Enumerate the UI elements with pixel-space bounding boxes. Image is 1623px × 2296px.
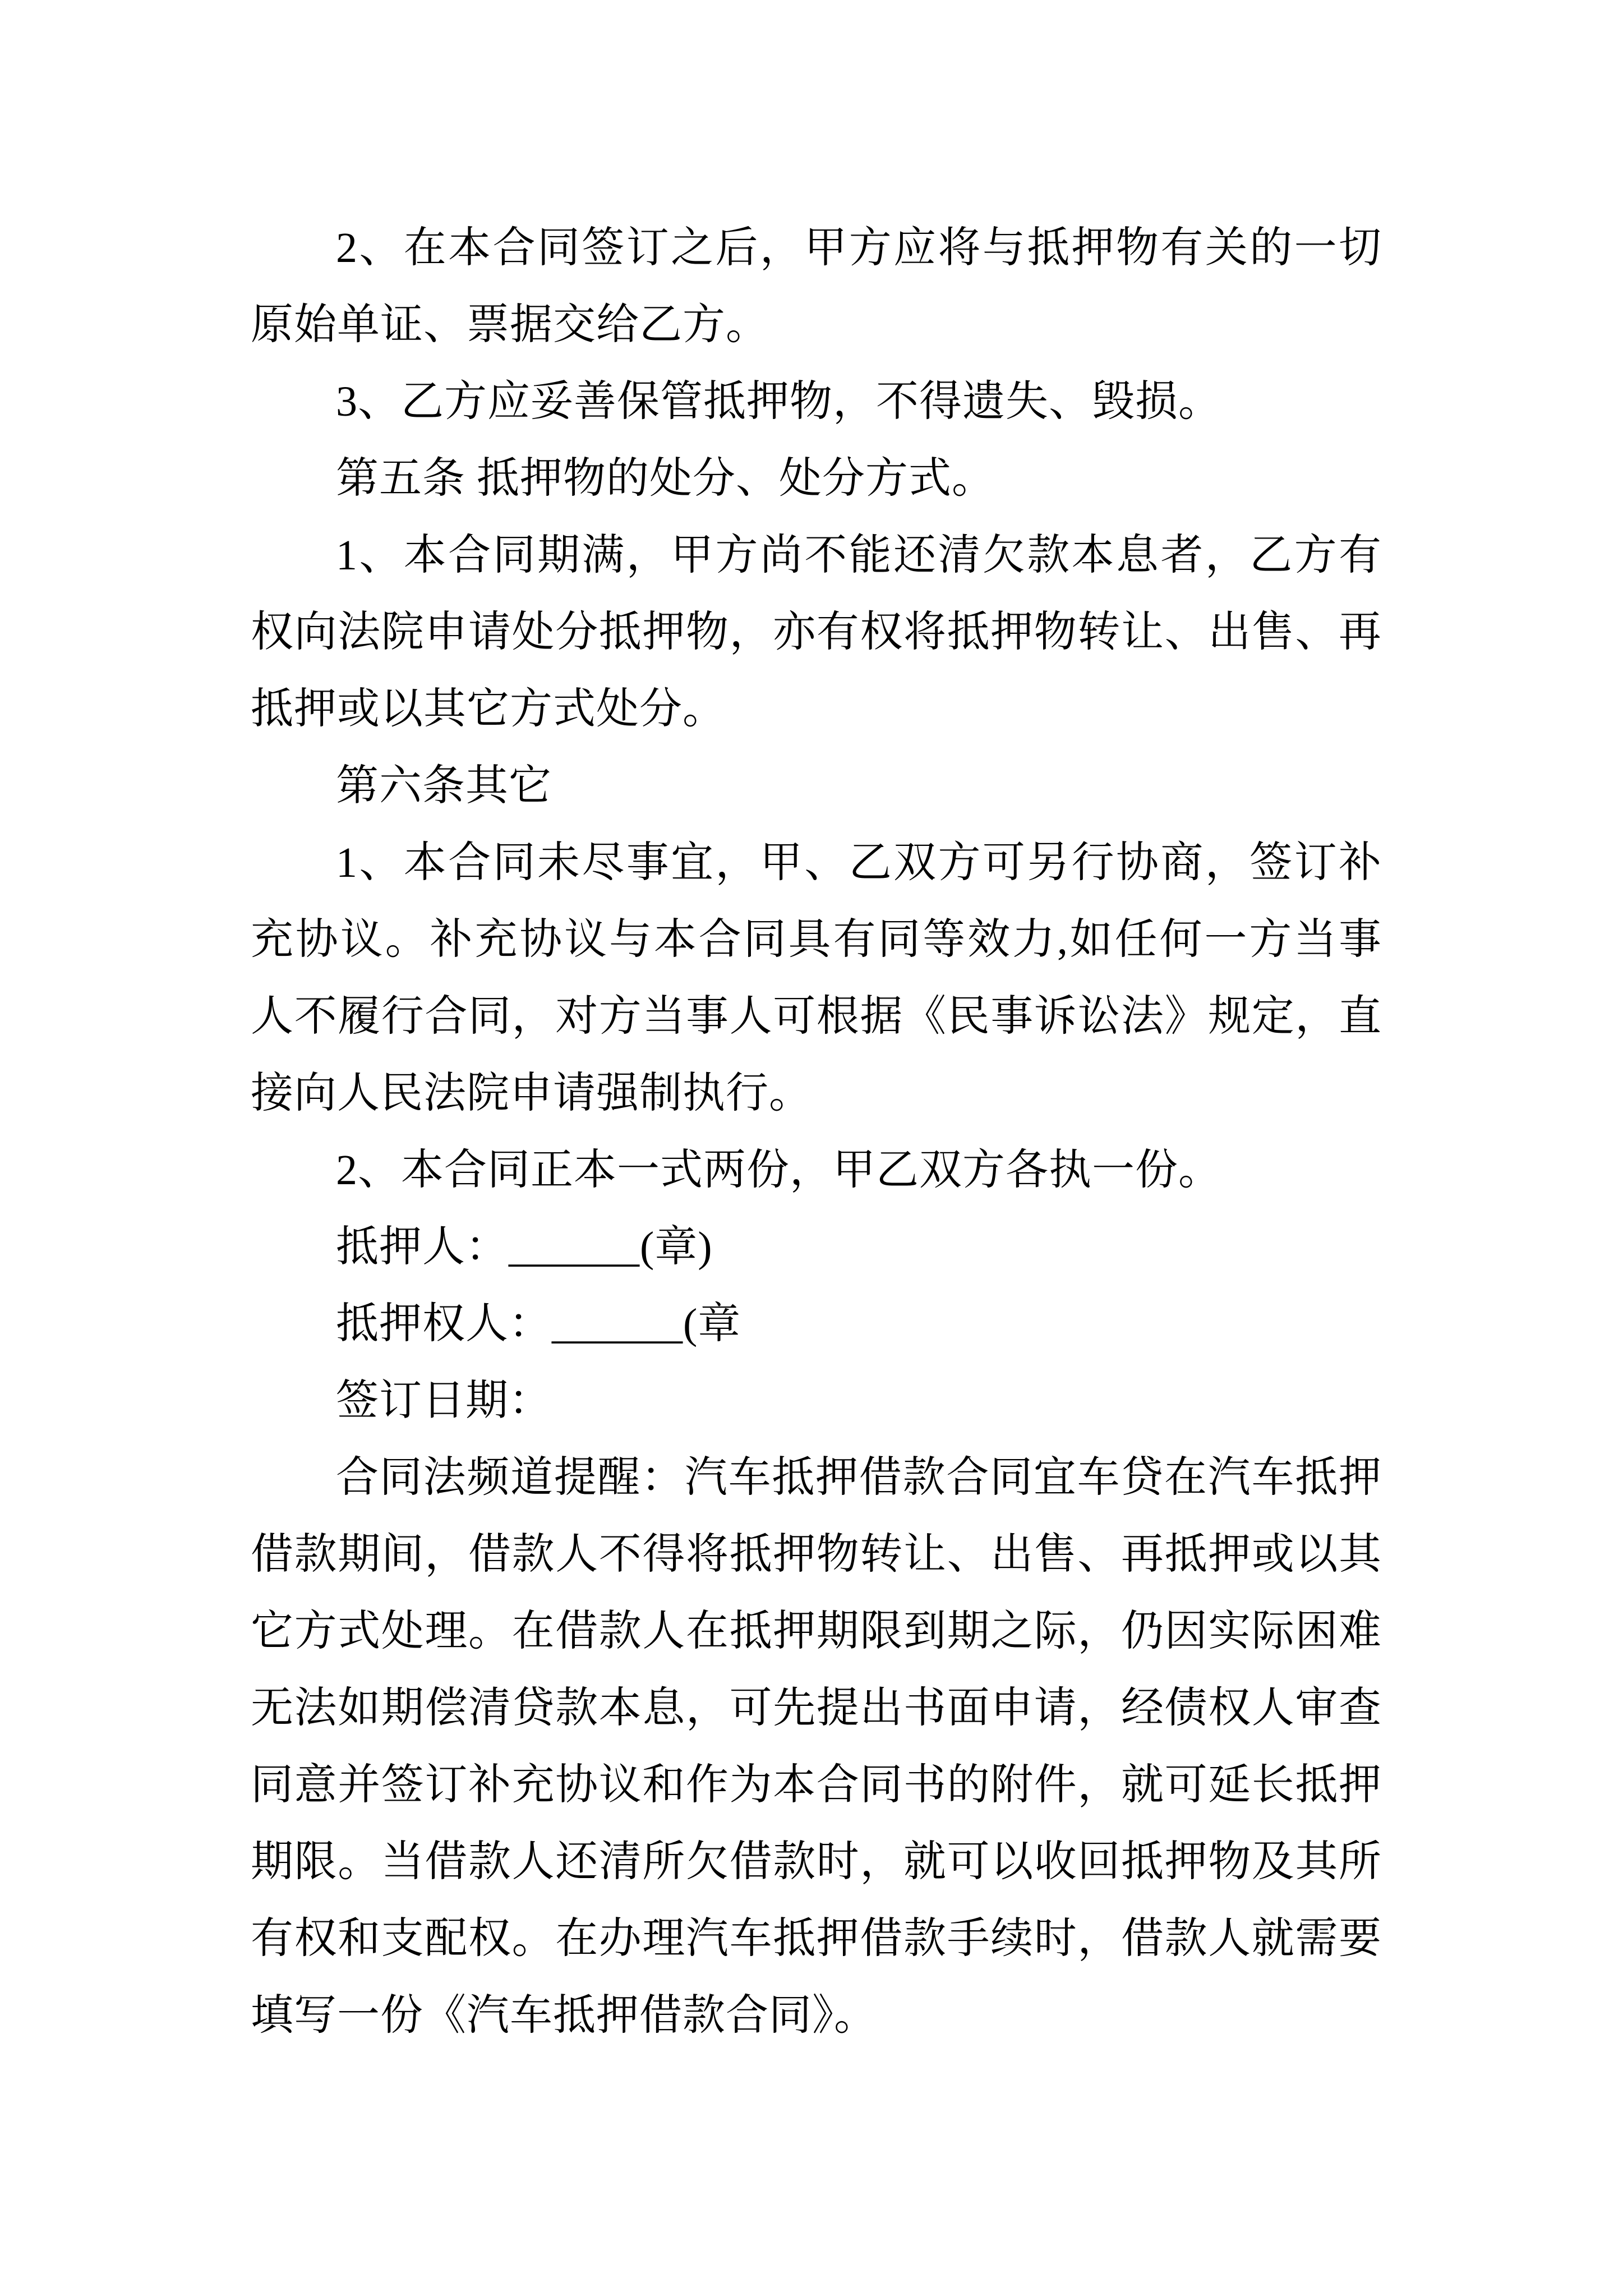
text-line: 合同法频道提醒：汽车抵押借款合同宜车贷在汽车抵押 xyxy=(336,1454,1382,1501)
text-line: 它方式处理。在借款人在抵押期限到期之际，仍因实际困难 xyxy=(251,1608,1382,1655)
text-line: 抵押人：______(章) xyxy=(336,1223,713,1271)
text-line: 2、本合同正本一式两份，甲乙双方各执一份。 xyxy=(336,1147,1221,1194)
text-line: 期限。当借款人还清所欠借款时，就可以收回抵押物及其所 xyxy=(251,1838,1382,1885)
text-line: 人不履行合同，对方当事人可根据《民事诉讼法》规定，直 xyxy=(251,993,1382,1040)
text-line: 2、在本合同签订之后，甲方应将与抵押物有关的一切 xyxy=(336,224,1382,272)
text-line: 签订日期： xyxy=(336,1377,552,1424)
text-line: 抵押或以其它方式处分。 xyxy=(251,685,726,733)
text-line: 3、乙方应妥善保管抵押物，不得遗失、毁损。 xyxy=(336,378,1221,425)
text-line: 原始单证、票据交给乙方。 xyxy=(251,301,769,348)
text-line: 无法如期偿清贷款本息，可先提出书面申请，经债权人审查 xyxy=(251,1685,1382,1732)
document-body xyxy=(251,210,1382,2054)
text-line: 接向人民法院申请强制执行。 xyxy=(251,1070,812,1117)
text-line: 有权和支配权。在办理汽车抵押借款手续时，借款人就需要 xyxy=(251,1915,1382,1962)
text-line: 1、本合同期满，甲方尚不能还清欠款本息者，乙方有 xyxy=(336,532,1382,579)
text-line: 第六条其它 xyxy=(336,762,552,809)
text-line: 权向法院申请处分抵押物，亦有权将抵押物转让、出售、再 xyxy=(251,609,1382,656)
text-line: 填写一份《汽车抵押借款合同》。 xyxy=(251,1992,877,2039)
text-line: 借款期间，借款人不得将抵押物转让、出售、再抵押或以其 xyxy=(251,1531,1382,1578)
text-line: 1、本合同未尽事宜，甲、乙双方可另行协商，签订补 xyxy=(336,839,1382,886)
text-line: 第五条 抵押物的处分、处分方式。 xyxy=(336,455,995,502)
text-line: 抵押权人：______(章 xyxy=(336,1300,741,1347)
text-line: 同意并签订补充协议和作为本合同书的附件，就可延长抵押 xyxy=(251,1761,1382,1809)
text-line: 充协议。补充协议与本合同具有同等效力,如任何一方当事 xyxy=(251,916,1382,963)
